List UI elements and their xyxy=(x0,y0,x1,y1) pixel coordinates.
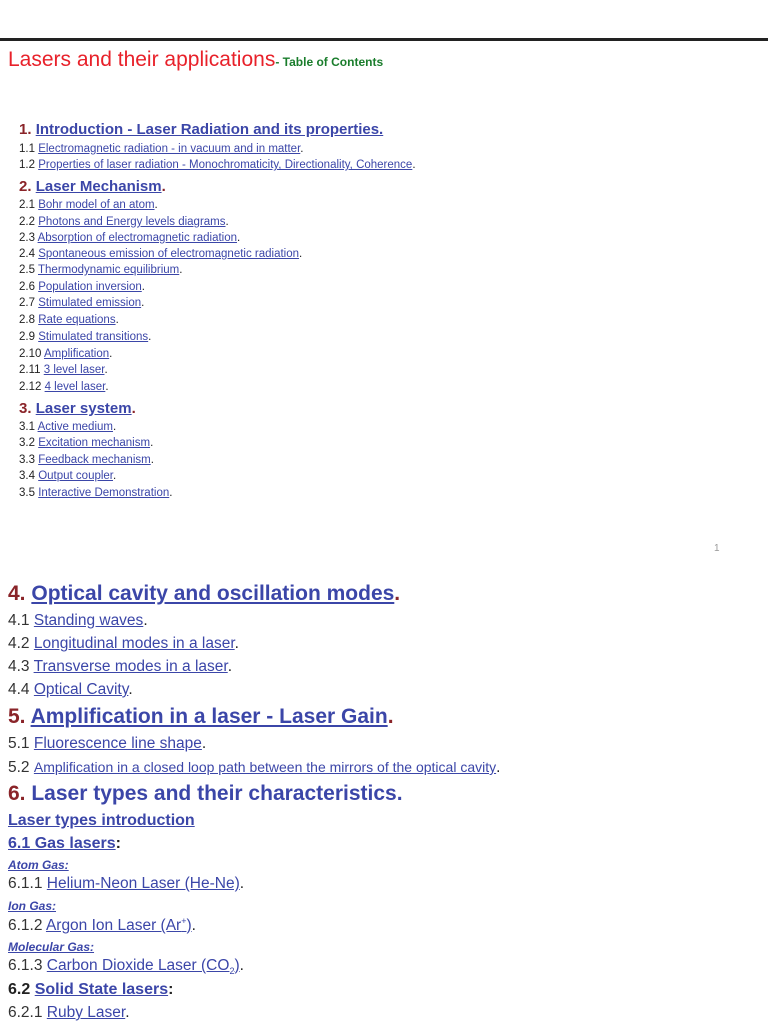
toc-link-3-4[interactable]: Output coupler xyxy=(38,470,114,482)
toc-link-6-1-2[interactable]: Argon Ion Laser (Ar+) xyxy=(45,916,192,935)
toc-link-ion-gas[interactable]: Ion Gas: xyxy=(8,899,57,913)
toc-item-5-2: 5.2 Amplification in a closed loop path between the mirrors of the optical cavity. xyxy=(8,759,501,776)
toc-item-6-1-3: 6.1.3 Carbon Dioxide Laser $(CO_2)$. xyxy=(8,957,244,977)
toc-item-4-1: 4.1 Standing waves. xyxy=(8,612,148,629)
toc-section-1: 1. Introduction - Laser Radiation and its properties. xyxy=(19,121,384,138)
toc-link-2-4[interactable]: Spontaneous emission of electromagnetic radiation xyxy=(38,248,300,260)
toc-link-laser-types-intro[interactable]: Laser types introduction xyxy=(8,812,195,829)
document-title xyxy=(8,48,383,72)
toc-item-6-1-1: 6.1.1 Helium-Neon Laser (He-Ne). xyxy=(8,875,245,892)
toc-item-2-9: 2.9 Stimulated transitions. xyxy=(19,331,152,343)
toc-link-molecular-gas[interactable]: Molecular Gas: xyxy=(8,940,95,954)
toc-laser-types-intro xyxy=(8,812,195,830)
page-top-rule xyxy=(0,38,768,41)
toc-link-3-2[interactable]: Excitation mechanism xyxy=(38,437,151,449)
toc-item-3-4: 3.4 Output coupler. xyxy=(19,470,117,482)
toc-item-2-4: 2.4 Spontaneous emission of electromagnetic radiation. xyxy=(19,248,303,260)
toc-item-2-2: 2.2 Photons and Energy levels diagrams. xyxy=(19,216,229,228)
toc-item-2-7: 2.7 Stimulated emission. xyxy=(19,297,145,309)
toc-item-3-2: 3.2 Excitation mechanism. xyxy=(19,437,154,449)
toc-section-3: 3. Laser system. xyxy=(19,400,136,417)
toc-item-4-4: 4.4 Optical Cavity. xyxy=(8,681,133,698)
toc-link-2-1[interactable]: Bohr model of an atom xyxy=(38,199,155,211)
toc-link-2-2[interactable]: Photons and Energy levels diagrams xyxy=(38,216,226,228)
toc-category-molecular-gas xyxy=(8,940,94,954)
toc-link-3-1[interactable]: Active medium xyxy=(37,421,113,433)
toc-category-atom-gas xyxy=(8,858,69,872)
title-sub: - Table of Contents xyxy=(275,55,384,69)
toc-item-6-1: 6.1 Gas lasers: xyxy=(8,835,121,852)
toc-item-3-5: 3.5 Interactive Demonstration. xyxy=(19,487,173,499)
toc-item-2-12: 2.12 4 level laser. xyxy=(19,381,109,393)
toc-link-2-12[interactable]: 4 level laser xyxy=(44,381,106,393)
toc-item-1-2: 1.2 Properties of laser radiation - Monochromaticity, Directionality, Coherence. xyxy=(19,159,416,171)
toc-item-1-1: 1.1 Electromagnetic radiation - in vacuum and in matter. xyxy=(19,143,304,155)
toc-link-6-2[interactable]: Solid State lasers xyxy=(34,981,169,998)
toc-link-1-2[interactable]: Properties of laser radiation - Monochromaticity, Directionality, Coherence xyxy=(38,159,413,171)
toc-link-5-1[interactable]: Fluorescence line shape xyxy=(33,735,202,752)
toc-link-2-5[interactable]: Thermodynamic equilibrium xyxy=(38,264,180,276)
toc-link-6-1-1[interactable]: Helium-Neon Laser (He-Ne) xyxy=(46,875,240,892)
toc-link-1[interactable]: Introduction - Laser Radiation and its properties. xyxy=(35,121,384,138)
toc-link-2-8[interactable]: Rate equations xyxy=(38,314,116,326)
toc-link-2-10[interactable]: Amplification xyxy=(43,348,110,360)
toc-link-2-9[interactable]: Stimulated transitions xyxy=(38,331,149,343)
toc-item-2-5: 2.5 Thermodynamic equilibrium. xyxy=(19,264,183,276)
toc-link-atom-gas[interactable]: Atom Gas: xyxy=(8,858,69,872)
toc-item-2-6: 2.6 Population inversion. xyxy=(19,281,145,293)
toc-item-2-8: 2.8 Rate equations. xyxy=(19,314,119,326)
toc-item-6-1-2: 6.1.2 Argon Ion Laser (Ar+). xyxy=(8,916,196,935)
toc-link-4-3[interactable]: Transverse modes in a laser xyxy=(33,658,228,675)
toc-item-4-2: 4.2 Longitudinal modes in a laser. xyxy=(8,635,239,652)
toc-item-2-11: 2.11 3 level laser. xyxy=(19,364,108,376)
toc-link-3-3[interactable]: Feedback mechanism xyxy=(38,454,151,466)
toc-item-6-2-1: 6.2.1 Ruby Laser. xyxy=(8,1004,130,1021)
toc-link-5-2[interactable]: Amplification in a closed loop path between the mirrors of the optical cavity xyxy=(33,759,497,775)
toc-link-5[interactable]: Amplification in a laser - Laser Gain xyxy=(30,705,388,728)
toc-link-4-4[interactable]: Optical Cavity xyxy=(33,681,129,698)
toc-section-5: 5. Amplification in a laser - Laser Gain. xyxy=(8,705,394,728)
toc-item-2-3: 2.3 Absorption of electromagnetic radiation. xyxy=(19,232,241,244)
toc-item-3-1: 3.1 Active medium. xyxy=(19,421,117,433)
toc-section-2: 2. Laser Mechanism. xyxy=(19,178,166,195)
page-number: 1 xyxy=(714,543,720,554)
toc-link-6-1[interactable]: 6.1 Gas lasers xyxy=(8,835,116,852)
toc-item-2-10: 2.10 Amplification. xyxy=(19,348,113,360)
toc-link-4-1[interactable]: Standing waves xyxy=(33,612,144,629)
toc-category-ion-gas xyxy=(8,899,56,913)
toc-item-4-3: 4.3 Transverse modes in a laser. xyxy=(8,658,233,675)
title-main: Lasers and their applications xyxy=(8,48,276,71)
toc-link-2[interactable]: Laser Mechanism xyxy=(35,178,162,195)
toc-link-2-3[interactable]: Absorption of electromagnetic radiation xyxy=(37,232,238,244)
toc-link-6-1-3[interactable]: Carbon Dioxide Laser $(CO_2)$ xyxy=(46,957,240,977)
toc-link-6-2-1[interactable]: Ruby Laser xyxy=(46,1004,126,1021)
toc-section-6-label: Laser types and their characteristics. xyxy=(31,782,403,805)
toc-item-5-1: 5.1 Fluorescence line shape. xyxy=(8,735,207,752)
toc-item-6-2: 6.2 Solid State lasers: xyxy=(8,981,174,998)
toc-link-2-6[interactable]: Population inversion xyxy=(38,281,142,293)
toc-link-4-2[interactable]: Longitudinal modes in a laser xyxy=(33,635,235,652)
toc-link-4[interactable]: Optical cavity and oscillation modes xyxy=(31,582,395,605)
toc-link-3-5[interactable]: Interactive Demonstration xyxy=(38,487,170,499)
toc-link-3[interactable]: Laser system xyxy=(35,400,132,417)
toc-item-2-1: 2.1 Bohr model of an atom. xyxy=(19,199,158,211)
toc-section-6: 6. Laser types and their characteristics. xyxy=(8,782,403,805)
toc-section-4: 4. Optical cavity and oscillation modes. xyxy=(8,582,401,605)
toc-link-2-11[interactable]: 3 level laser xyxy=(43,364,105,376)
toc-link-1-1[interactable]: Electromagnetic radiation - in vacuum and in matter xyxy=(38,143,301,155)
toc-item-3-3: 3.3 Feedback mechanism. xyxy=(19,454,154,466)
toc-link-2-7[interactable]: Stimulated emission xyxy=(38,297,142,309)
